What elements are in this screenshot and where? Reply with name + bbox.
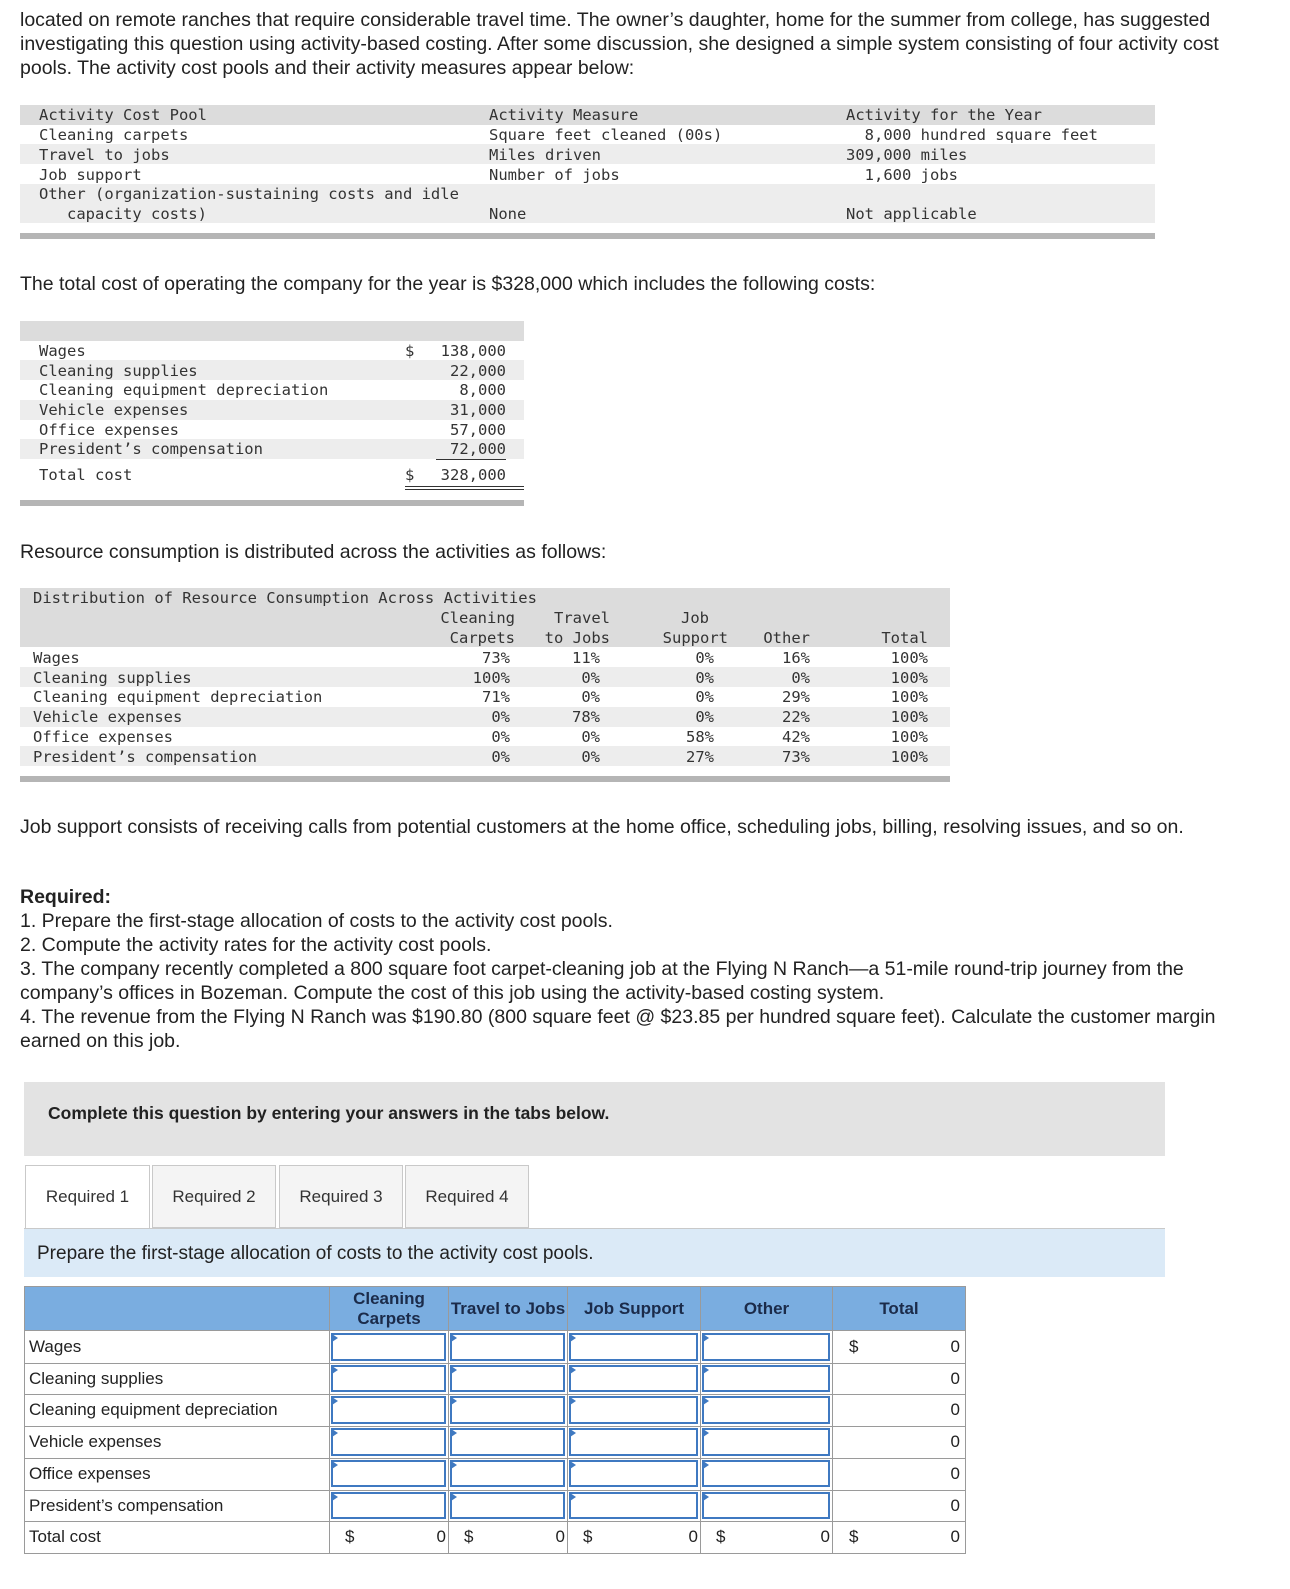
dist-cell: 0% bbox=[491, 727, 510, 746]
dist-cell: 0% bbox=[491, 747, 510, 766]
pool-measure: None bbox=[489, 205, 527, 223]
pools-header-measure: Activity Measure bbox=[489, 106, 639, 124]
input-other[interactable] bbox=[702, 1396, 830, 1424]
distribution-title: Distribution of Resource Consumption Across Activities bbox=[33, 589, 537, 607]
required-item: 1. Prepare the first-stage allocation of costs to the activity cost pools. bbox=[20, 910, 613, 932]
dist-cell: 0% bbox=[581, 688, 600, 707]
dist-cell: 71% bbox=[482, 688, 510, 707]
dist-cell: 0% bbox=[581, 668, 600, 687]
input-job-support[interactable] bbox=[569, 1365, 698, 1393]
pool-name: Job support bbox=[39, 166, 142, 184]
resource-paragraph: Resource consumption is distributed across the activities as follows: bbox=[20, 541, 607, 563]
input-cleaning-carpets[interactable] bbox=[331, 1492, 446, 1520]
answer-total-value: 0 bbox=[950, 1400, 960, 1420]
pools-header-pool: Activity Cost Pool bbox=[39, 106, 207, 124]
dist-cell: 100% bbox=[890, 688, 928, 707]
cost-dollar: $ bbox=[405, 342, 415, 360]
dist-cell: 42% bbox=[782, 727, 810, 746]
answer-row-label: Cleaning supplies bbox=[29, 1368, 164, 1388]
cost-value: 72,000 bbox=[450, 440, 506, 458]
job-support-paragraph: Job support consists of receiving calls from potential customers at the home office, scheduling jobs, billing, resolving issues, and so on. bbox=[20, 816, 1184, 838]
input-travel-to-jobs[interactable] bbox=[450, 1333, 565, 1361]
input-travel-to-jobs[interactable] bbox=[450, 1492, 565, 1520]
input-other[interactable] bbox=[702, 1460, 830, 1488]
input-travel-to-jobs[interactable] bbox=[450, 1460, 565, 1488]
dist-cell: 100% bbox=[890, 727, 928, 746]
dist-cell: 100% bbox=[890, 747, 928, 766]
answer-total-row-value: 0 bbox=[950, 1527, 960, 1547]
dist-cell: 73% bbox=[782, 747, 810, 766]
cost-value: 57,000 bbox=[450, 421, 506, 439]
dist-cell: 0% bbox=[695, 708, 714, 727]
dist-col-head-2: Total bbox=[881, 629, 928, 647]
tab-required-3[interactable]: Required 3 bbox=[279, 1165, 403, 1228]
dist-col-head-2: Support bbox=[662, 629, 728, 647]
dist-cell: 27% bbox=[686, 747, 714, 766]
dist-cell: 11% bbox=[572, 649, 600, 667]
cost-value: 31,000 bbox=[450, 401, 506, 419]
cost-label: Cleaning supplies bbox=[39, 362, 198, 380]
cost-label: Cleaning equipment depreciation bbox=[39, 381, 329, 399]
dist-cell: 22% bbox=[782, 708, 810, 727]
total-cost-paragraph: The total cost of operating the company for the year is $328,000 which includes the following costs: bbox=[20, 273, 876, 295]
dist-row-label: Office expenses bbox=[33, 727, 173, 746]
input-job-support[interactable] bbox=[569, 1460, 698, 1488]
answer-total-row-value: 0 bbox=[555, 1527, 565, 1547]
pool-name-cont: capacity costs) bbox=[39, 205, 207, 223]
dist-cell: 73% bbox=[482, 649, 510, 667]
dist-col-head-2: to Jobs bbox=[544, 629, 610, 647]
total-cost-label: Total cost bbox=[39, 466, 133, 484]
input-job-support[interactable] bbox=[569, 1492, 698, 1520]
dist-col-head-1: Job bbox=[681, 609, 709, 627]
answer-header-total: Total bbox=[879, 1298, 919, 1318]
answer-total-row-value: 0 bbox=[436, 1527, 446, 1547]
dist-cell: 0% bbox=[695, 649, 714, 667]
dist-row-label: Cleaning equipment depreciation bbox=[33, 688, 323, 707]
input-cleaning-carpets[interactable] bbox=[331, 1365, 446, 1393]
cost-label: Wages bbox=[39, 342, 86, 360]
complete-banner bbox=[24, 1082, 1165, 1156]
answer-total-value: 0 bbox=[950, 1432, 960, 1452]
input-job-support[interactable] bbox=[569, 1333, 698, 1361]
answer-total-value: 0 bbox=[950, 1368, 960, 1388]
tab-required-2[interactable]: Required 2 bbox=[152, 1165, 276, 1228]
dist-cell: 0% bbox=[791, 668, 810, 687]
dist-cell: 100% bbox=[890, 668, 928, 687]
answer-row-label: Wages bbox=[29, 1337, 82, 1356]
required-section bbox=[20, 885, 1282, 1053]
input-job-support[interactable] bbox=[569, 1396, 698, 1424]
total-cost-value: 328,000 bbox=[440, 466, 506, 484]
pool-activity: 1,600 jobs bbox=[846, 166, 958, 184]
dist-cell: 78% bbox=[572, 708, 600, 727]
input-other[interactable] bbox=[702, 1428, 830, 1456]
input-cleaning-carpets[interactable] bbox=[331, 1428, 446, 1456]
pools-header-activity: Activity for the Year bbox=[846, 106, 1042, 124]
input-other[interactable] bbox=[702, 1365, 830, 1393]
dist-row-label: President’s compensation bbox=[33, 747, 257, 766]
answer-total-row-value: 0 bbox=[688, 1527, 698, 1547]
dist-col-head-2: Carpets bbox=[449, 629, 515, 647]
pool-measure: Square feet cleaned (00s) bbox=[489, 126, 723, 144]
dist-cell: 58% bbox=[686, 727, 714, 746]
pool-measure: Number of jobs bbox=[489, 166, 620, 184]
pool-measure: Miles driven bbox=[489, 146, 601, 164]
dist-cell: 100% bbox=[890, 708, 928, 727]
answer-header-other: Other bbox=[743, 1298, 790, 1318]
input-travel-to-jobs[interactable] bbox=[450, 1396, 565, 1424]
dist-col-head-2: Other bbox=[763, 629, 810, 647]
answer-header-travel-to-jobs: Travel to Jobs bbox=[450, 1298, 566, 1318]
input-cleaning-carpets[interactable] bbox=[331, 1460, 446, 1488]
answer-total-value: 0 bbox=[950, 1495, 960, 1515]
required-item: 4. The revenue from the Flying N Ranch was $190.80 (800 square feet @ $23.85 per hundred square feet). Calculate the customer margin earned on this job. bbox=[20, 1006, 1216, 1052]
answer-total-row-dollar: $ bbox=[716, 1527, 726, 1547]
input-travel-to-jobs[interactable] bbox=[450, 1365, 565, 1393]
answer-total-value: 0 bbox=[950, 1337, 960, 1356]
dist-row-label: Wages bbox=[33, 649, 80, 667]
input-cleaning-carpets[interactable] bbox=[331, 1333, 446, 1361]
complete-banner-text: Complete this question by entering your answers in the tabs below. bbox=[48, 1103, 610, 1123]
dist-cell: 16% bbox=[782, 649, 810, 667]
answer-total-row-dollar: $ bbox=[345, 1527, 355, 1547]
required-heading: Required: bbox=[20, 886, 112, 908]
answer-total-row-dollar: $ bbox=[583, 1527, 593, 1547]
dist-col-head-1: Travel bbox=[554, 609, 610, 627]
answer-row-label: Cleaning equipment depreciation bbox=[29, 1400, 278, 1420]
dist-cell: 0% bbox=[491, 708, 510, 727]
answer-total-dollar: $ bbox=[849, 1337, 859, 1356]
input-travel-to-jobs[interactable] bbox=[450, 1428, 565, 1456]
tab-required-4[interactable]: Required 4 bbox=[405, 1165, 529, 1228]
input-job-support[interactable] bbox=[569, 1428, 698, 1456]
answer-total-row-dollar: $ bbox=[464, 1527, 474, 1547]
answer-header-job-support: Job Support bbox=[583, 1298, 685, 1318]
instruction-bar bbox=[24, 1229, 1165, 1277]
answer-total-value: 0 bbox=[950, 1463, 960, 1483]
cost-label: President’s compensation bbox=[39, 440, 263, 458]
required-item: 3. The company recently completed a 800 square foot carpet-cleaning job at the Flying N Ranch—a 51-mile round-trip journey from the company’s offices in Bozeman. Compute the cost of this job using the activity-based costing system. bbox=[20, 958, 1184, 1004]
dist-cell: 0% bbox=[581, 747, 600, 766]
intro-paragraph: located on remote ranches that require considerable travel time. The owner’s daughter, home for the summer from college, has suggested investigating this question using activity-based costing. After some discussion, she designed a simple system consisting of four activity cost pools. The activity cost pools and their activity measures appear below: bbox=[20, 9, 1219, 79]
cost-value: 8,000 bbox=[459, 381, 506, 399]
pool-name: Cleaning carpets bbox=[39, 126, 189, 144]
dist-cell: 29% bbox=[782, 688, 810, 707]
dist-cell: 0% bbox=[581, 727, 600, 746]
dist-col-head-1: Cleaning bbox=[440, 609, 515, 627]
dist-row-label: Cleaning supplies bbox=[33, 668, 192, 687]
input-other[interactable] bbox=[702, 1492, 830, 1520]
tab-required-1[interactable]: Required 1 bbox=[25, 1165, 150, 1228]
answer-row-label: President’s compensation bbox=[29, 1495, 224, 1515]
pool-activity: 8,000 hundred square feet bbox=[846, 126, 1098, 144]
dist-row-label: Vehicle expenses bbox=[33, 708, 183, 727]
pool-activity: 309,000 miles bbox=[846, 146, 968, 164]
cost-label: Office expenses bbox=[39, 421, 179, 439]
dist-cell: 100% bbox=[472, 668, 510, 687]
answer-total-row-value: 0 bbox=[820, 1527, 830, 1547]
dist-cell: 0% bbox=[695, 688, 714, 707]
instruction-text: Prepare the first-stage allocation of costs to the activity cost pools. bbox=[37, 1243, 594, 1264]
cost-value: 22,000 bbox=[450, 362, 506, 380]
answer-row-label: Office expenses bbox=[29, 1463, 151, 1483]
answer-header-cleaning-carpets: Cleaning Carpets bbox=[353, 1288, 425, 1328]
pool-activity: Not applicable bbox=[846, 205, 977, 223]
cost-value: 138,000 bbox=[440, 342, 506, 360]
dist-cell: 0% bbox=[695, 668, 714, 687]
input-cleaning-carpets[interactable] bbox=[331, 1396, 446, 1424]
answer-total-cost-label: Total cost bbox=[29, 1527, 101, 1547]
pool-name: Other (organization-sustaining costs and idle bbox=[39, 185, 459, 203]
answer-row-label: Vehicle expenses bbox=[29, 1432, 162, 1452]
answer-total-row-dollar: $ bbox=[849, 1527, 859, 1547]
pool-name: Travel to jobs bbox=[39, 146, 170, 164]
cost-label: Vehicle expenses bbox=[39, 401, 189, 419]
required-item: 2. Compute the activity rates for the activity cost pools. bbox=[20, 934, 492, 956]
dist-cell: 100% bbox=[890, 649, 928, 667]
total-cost-dollar: $ bbox=[405, 466, 415, 484]
input-other[interactable] bbox=[702, 1333, 830, 1361]
